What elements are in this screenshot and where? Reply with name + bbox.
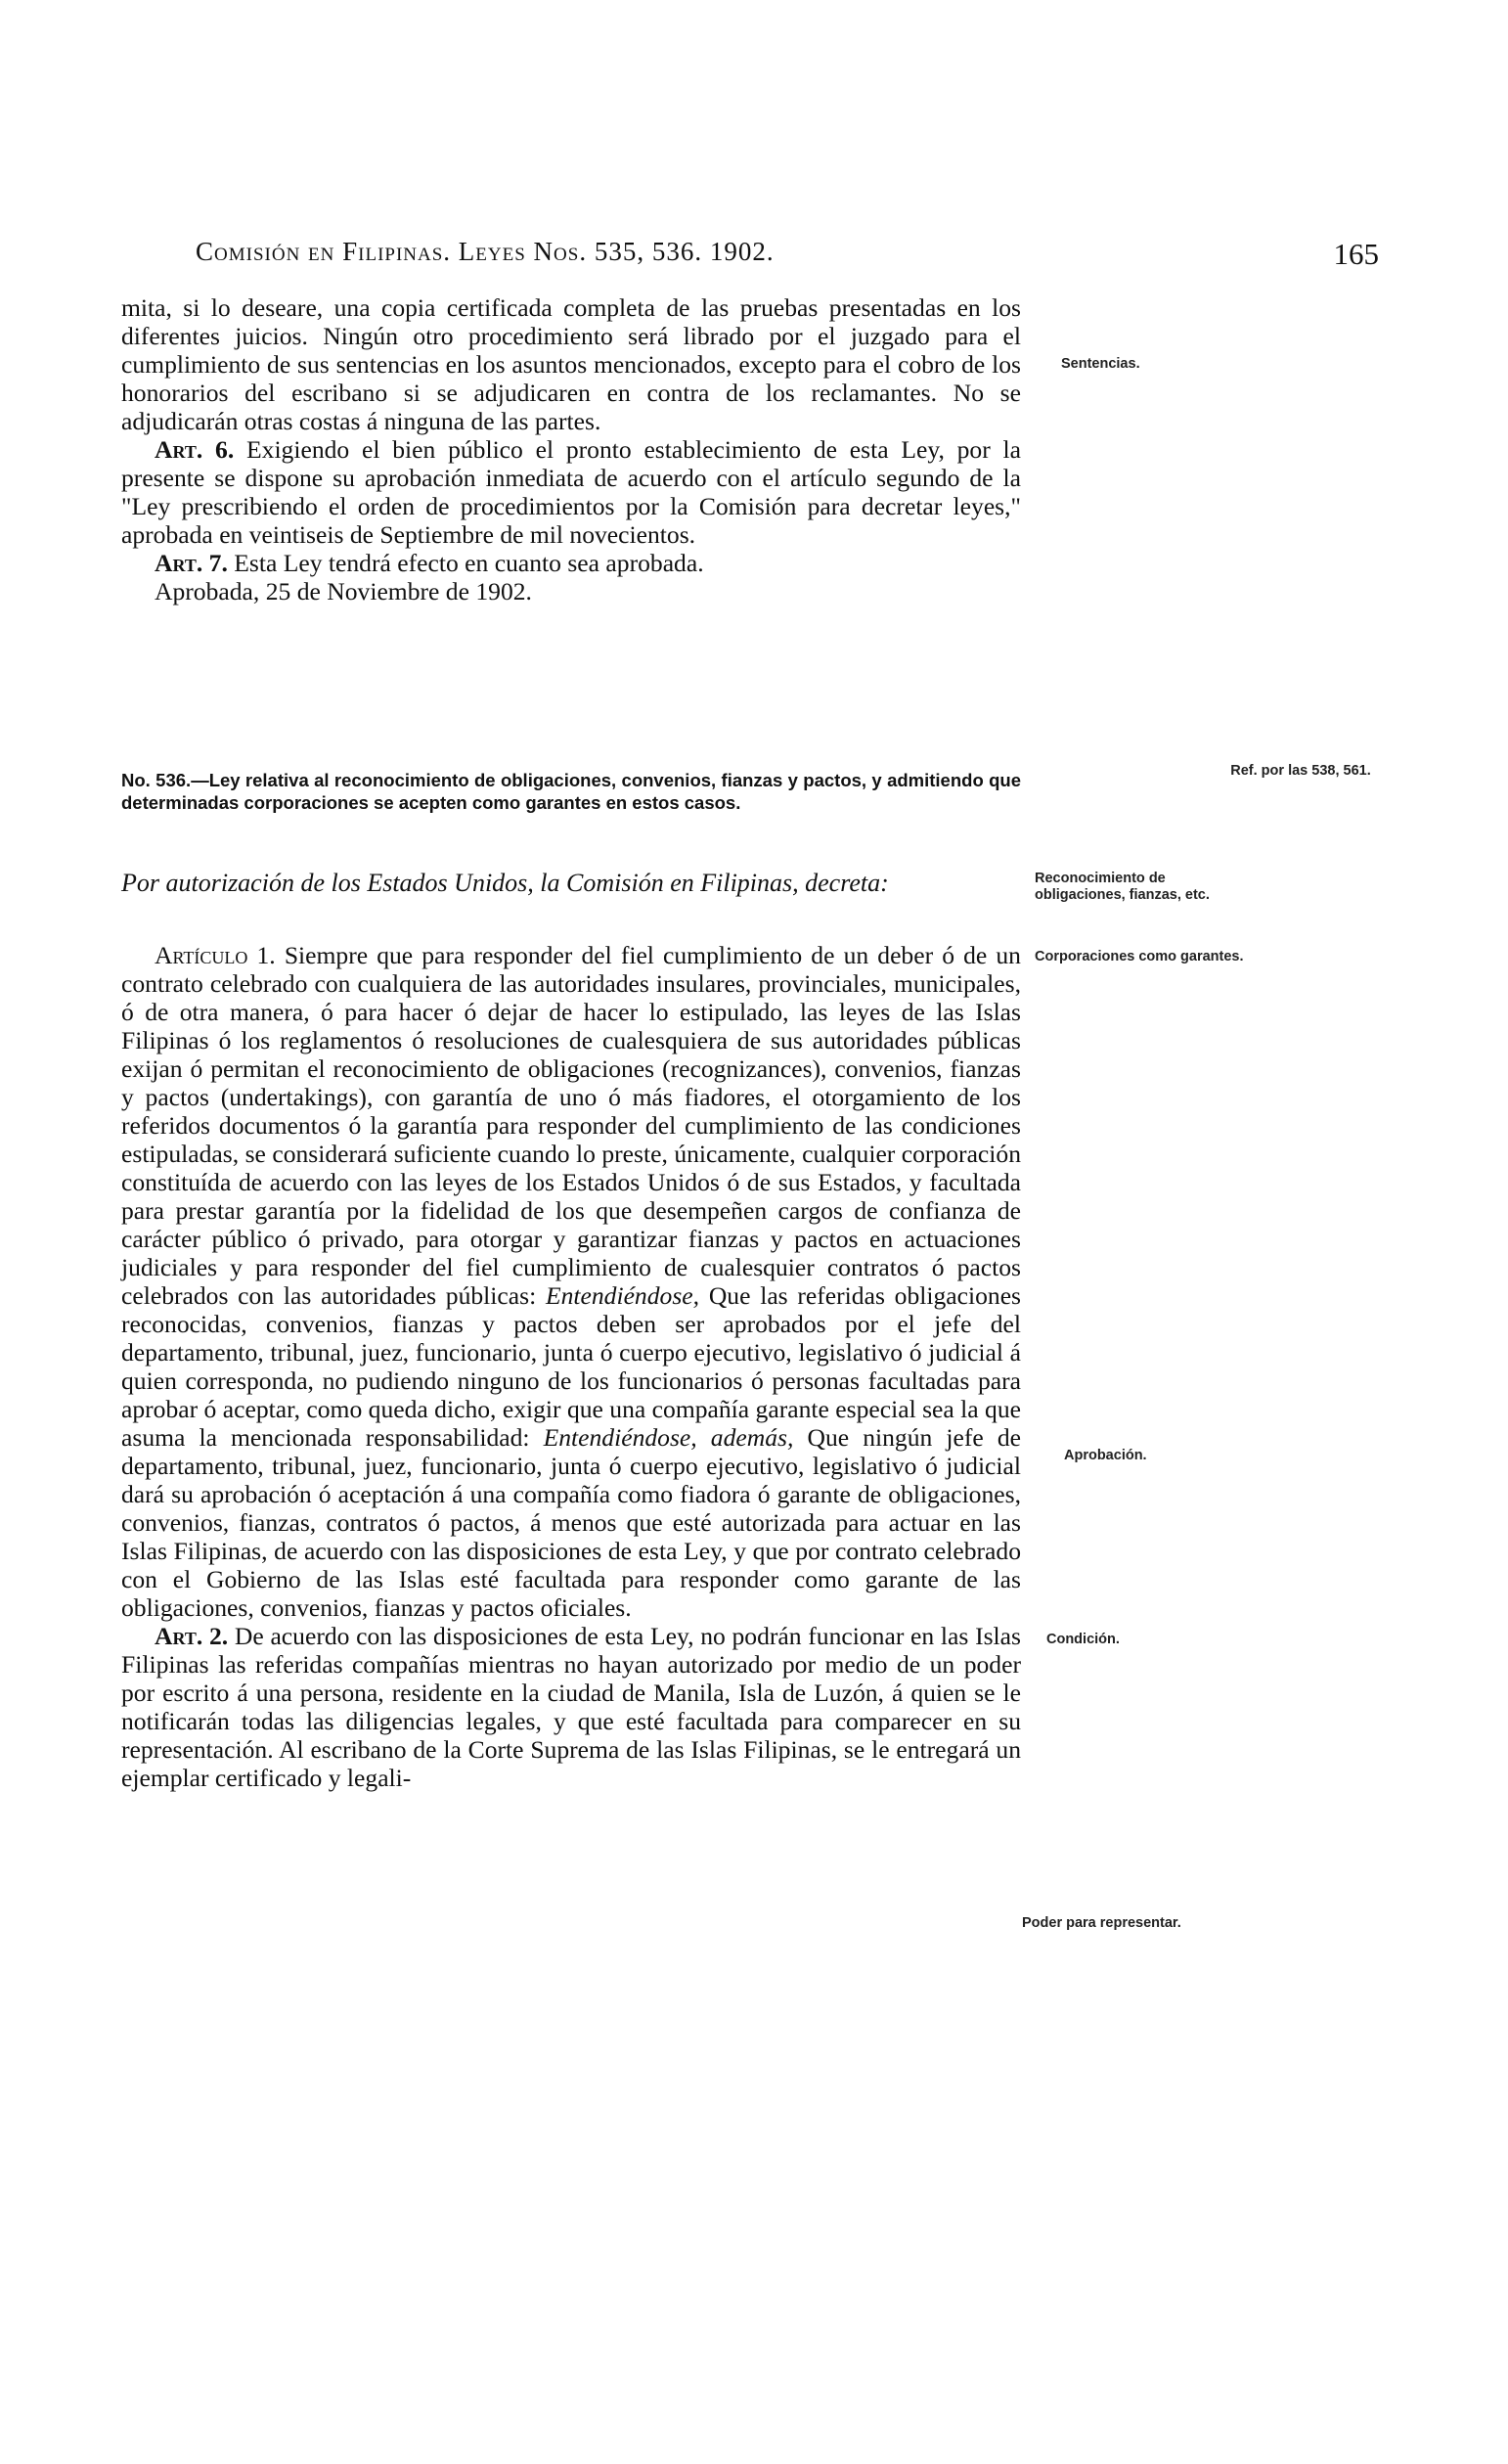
article-text: Exigiendo el bien público el pronto establecimiento de esta Ley, por la presente se dispone su aprobación inmediata de acuerdo con el artículo segundo de la "Ley prescribiendo el orden de procedimientos por la Comisión para decretar leyes," aprobada en veintiseis de Septiembre de mil novecientos. (121, 435, 1021, 549)
article-label: Artículo 1. (155, 941, 276, 969)
paragraph: mita, si lo deseare, una copia certificada completa de las pruebas presentadas en los diferentes juicios. Ningún otro procedimiento será librado por el juzgado para el cumplimiento de sus sentencias en los asuntos mencionados, excepto para el cobro de los honorarios del escribano si se adjudicaren en contra de los reclamantes. No se adjudicarán otras costas á ninguna de las partes. (121, 293, 1021, 435)
law-title: —Ley relativa al reconocimiento de obligaciones, convenios, fianzas y pactos, y admitiendo que determinadas corporaciones se acepten como garantes en estos casos. (121, 770, 1021, 813)
article-label: Art. 6. (155, 435, 235, 464)
running-header (196, 237, 1379, 276)
margin-note-reconocimiento: Reconocimiento de obligaciones, fianzas, etc. (1035, 871, 1210, 903)
approval-date: Aprobada, 25 de Noviembre de 1902. (155, 577, 532, 605)
article-2 (121, 1622, 1021, 1792)
law-536-body (121, 941, 1021, 1792)
article-label: Art. 7. (155, 549, 228, 577)
proviso-label: Entendiéndose, además, (543, 1423, 794, 1452)
article-text: De acuerdo con las disposiciones de esta Ley, no podrán funcionar en las Islas Filipinas las referidas compañías mientras no hayan autorizado por medio de un poder por escrito á una persona, residente en la ciudad de Manila, Isla de Luzón, á quien se le notificarán todas las diligencias legales, y que esté facultada para comparecer en su representación. Al escribano de la Corte Suprema de las Islas Filipinas, se le entregará un ejemplar certificado y legali- (121, 1622, 1021, 1792)
article-text: Que las referidas obligaciones reconocidas, convenios, fianzas y pactos deben ser aprobados por el jefe del departamento, tribunal, juez, funcionario, junta ó cuerpo ejecutivo, legislativo ó judicial á quien corresponda, no pudiendo ninguno de los funcionarios ó personas facultadas para aprobar ó aceptar, como queda dicho, exigir que una compañía garante especial sea la que asuma la mencionada responsabilidad: (121, 1281, 1022, 1452)
article-7 (121, 549, 1021, 577)
proviso-label: Entendiéndose, (545, 1281, 700, 1310)
margin-note-ref: Ref. por las 538, 561. (1230, 763, 1371, 779)
article-label: Art. 2. (155, 1622, 229, 1650)
enacting-clause: Por autorización de los Estados Unidos, la Comisión en Filipinas, decreta: (121, 869, 889, 897)
margin-note-aprobacion: Aprobación. (1064, 1448, 1147, 1463)
margin-note-corporaciones: Corporaciones como garantes. (1035, 949, 1244, 964)
margin-note-poder: Poder para representar. (1022, 1915, 1181, 1931)
law-535-conclusion (121, 293, 1021, 605)
article-text: Que ningún jefe de departamento, tribunal, juez, funcionario, junta ó cuerpo ejecutivo, legislativo ó judicial dará su aprobación ó aceptación á una compañía como fiadora ó garante de obligaciones, convenios, fianzas, contratos ó pactos, á menos que esté autorizada para actuar en las Islas Filipinas, de acuerdo con las disposiciones de esta Ley, y que por contrato celebrado con el Gobierno de las Islas esté facultada para responder como garante de las obligaciones, convenios, fianzas y pactos oficiales. (121, 1423, 1021, 1622)
article-1 (121, 941, 1021, 1622)
page-number: 165 (1333, 237, 1379, 271)
margin-note-condicion: Condición. (1046, 1632, 1120, 1647)
header-title: Comisión en Filipinas. Leyes Nos. 535, 536. 1902. (196, 237, 775, 266)
article-text: Siempre que para responder del fiel cumplimiento de un deber ó de un contrato celebrado con cualquiera de las autoridades insulares, provinciales, municipales, ó de otra manera, ó para hacer ó dejar de hacer lo estipulado, las leyes de las Islas Filipinas ó los reglamentos ó resoluciones de cualesquiera de sus autoridades públicas exijan ó permitan el reconocimiento de obligaciones (recognizances), convenios, fianzas y pactos (undertakings), con garantía de uno ó más fiadores, el otorgamiento de los referidos documentos ó la garantía para responder del cumplimiento de las condiciones estipuladas, se considerará suficiente cuando lo preste, únicamente, cualquier corporación constituída de acuerdo con las leyes de los Estados Unidos ó de sus Estados, y facultada para prestar garantía por la fidelidad de los que desempeñen cargos de confianza de carácter público ó privado, para otorgar y garantizar fianzas y pactos en actuaciones judiciales y para responder del fiel cumplimiento de cualesquier contratos ó pactos celebrados con las autoridades públicas: (121, 941, 1021, 1310)
margin-note-sentencias: Sentencias. (1061, 356, 1140, 372)
law-536-heading (121, 769, 1021, 814)
article-text: Esta Ley tendrá efecto en cuanto sea aprobada. (234, 549, 704, 577)
article-6 (121, 435, 1021, 549)
law-number: No. 536. (121, 770, 192, 790)
